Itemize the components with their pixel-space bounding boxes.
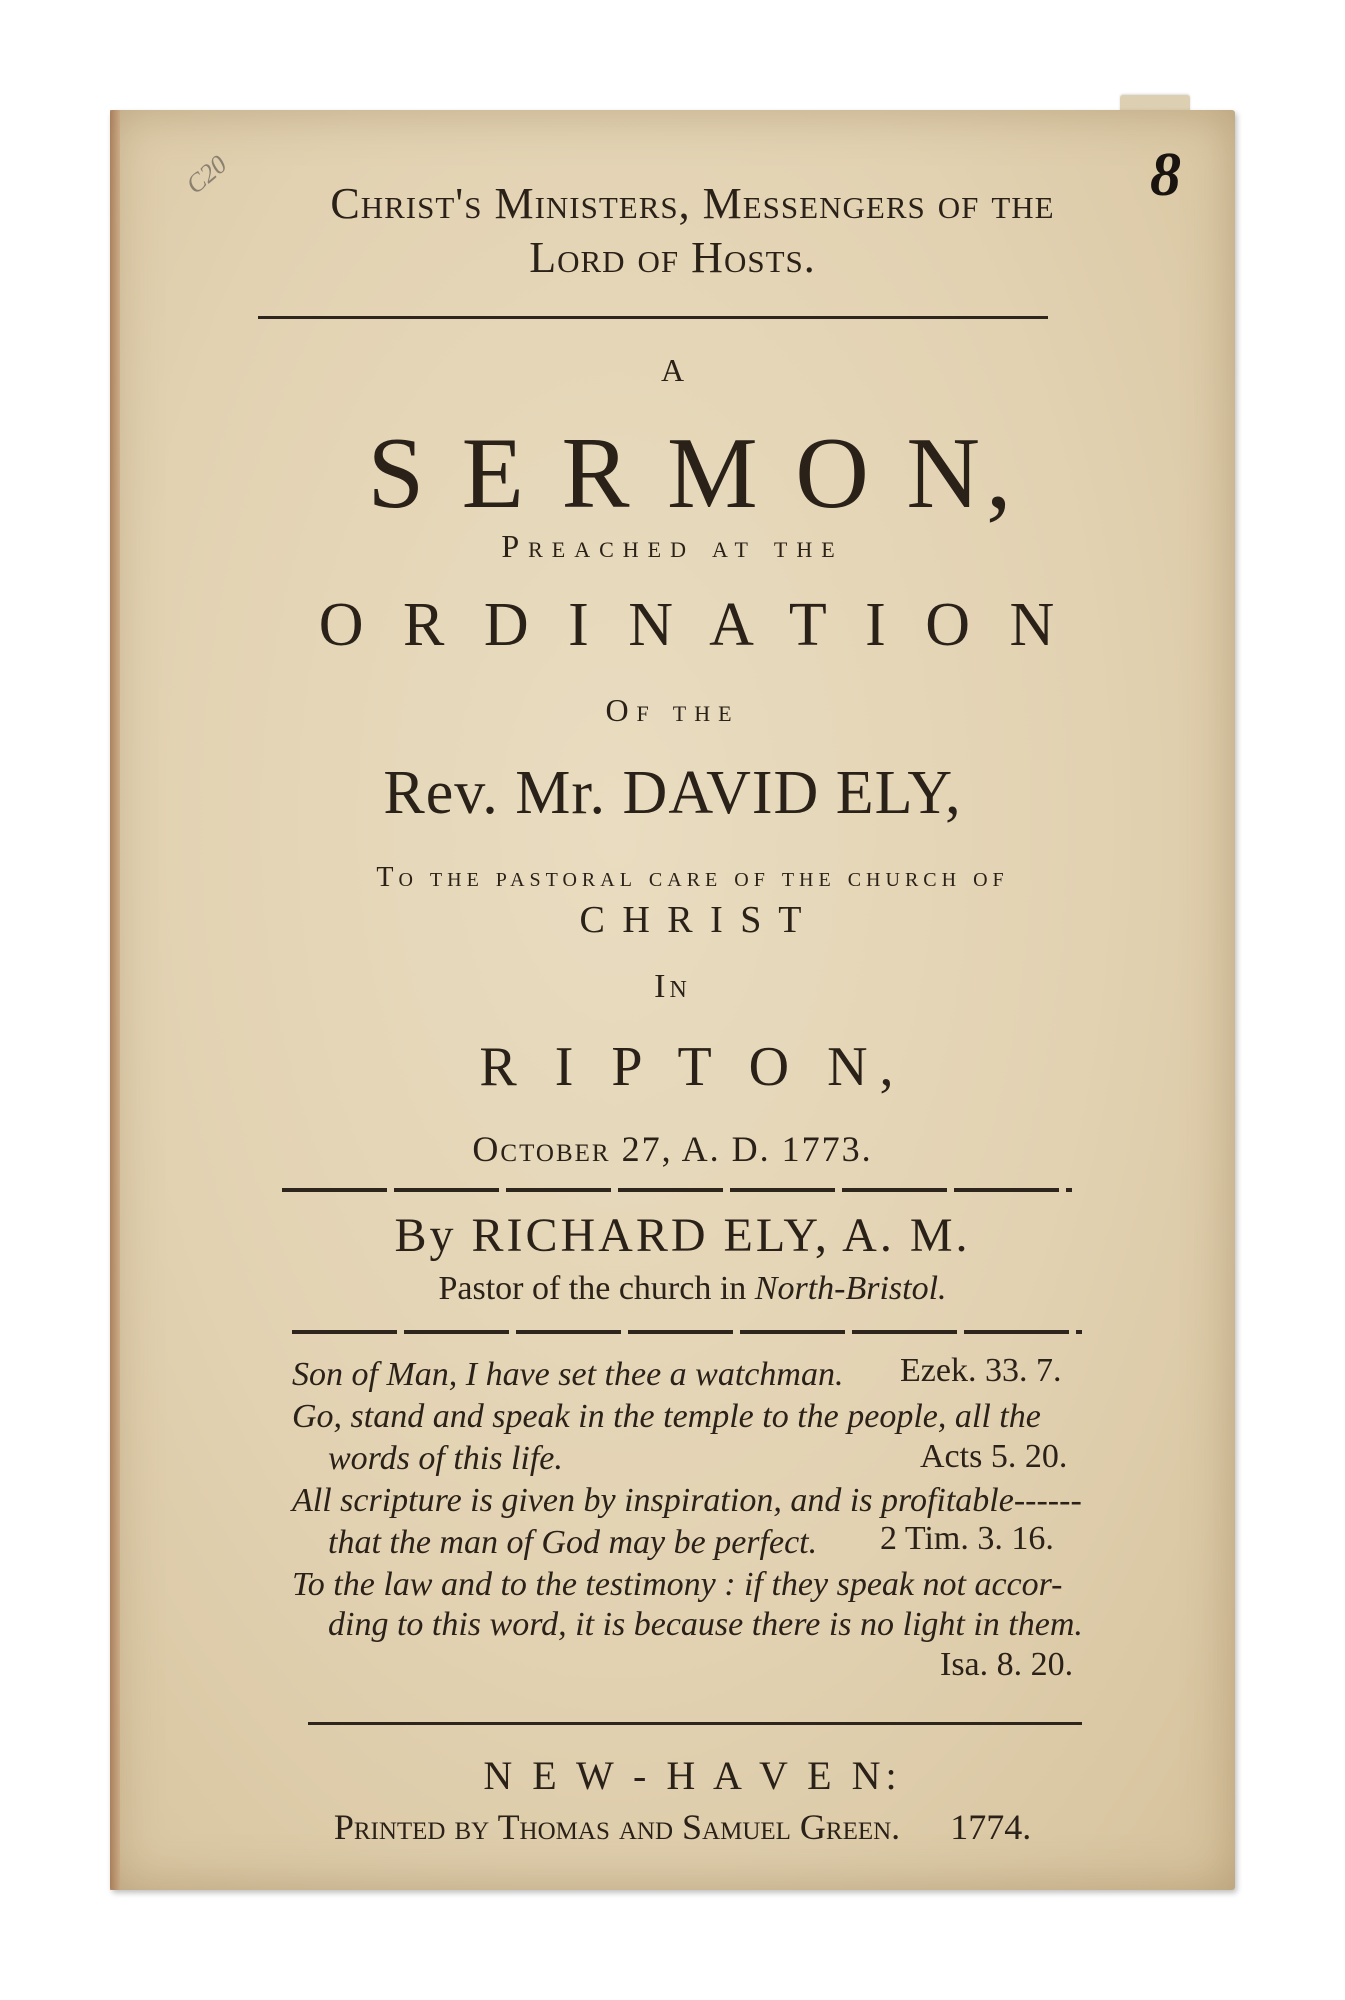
rule-dashed-1 bbox=[282, 1188, 1072, 1192]
author-role-place: North-Bristol. bbox=[754, 1270, 947, 1307]
author-line: By RICHARD ELY, A. M. bbox=[394, 1209, 971, 1262]
epigraph-2-ref: Acts 5. 20. bbox=[920, 1438, 1068, 1475]
pastoral-care-line: To the pastoral care of the church of bbox=[376, 862, 1009, 893]
epigraph-4-line-1: To the law and to the testimony : if they speak not accor- bbox=[292, 1566, 1063, 1603]
of-the: Of the bbox=[605, 692, 740, 728]
epigraph-2-line-2: words of this life. bbox=[328, 1440, 563, 1477]
epigraph-3-line-2: that the man of God may be perfect. bbox=[328, 1524, 818, 1561]
imprint-printer: Printed by Thomas and Samuel Green. bbox=[333, 1807, 901, 1847]
epigraph-4-ref: Isa. 8. 20. bbox=[940, 1646, 1074, 1683]
article-a: A bbox=[660, 352, 685, 388]
epigraph-3-ref: 2 Tim. 3. 16. bbox=[880, 1520, 1054, 1557]
running-title-line-1: Christ's Ministers, Messengers of the bbox=[330, 179, 1055, 228]
epigraph-2-line-1: Go, stand and speak in the temple to the people, all the bbox=[292, 1398, 1041, 1435]
rule-dashed-2 bbox=[292, 1330, 1082, 1334]
imprint-city: N E W - H A V E N: bbox=[483, 1753, 902, 1798]
epigraph-3-line-1: All scripture is given by inspiration, and is profitable------ bbox=[292, 1482, 1082, 1519]
imprint-line bbox=[0, 1806, 1345, 1848]
epigraph-1-line-1: Son of Man, I have set thee a watchman. bbox=[292, 1356, 844, 1393]
author-role bbox=[0, 1270, 1345, 1308]
rule-top bbox=[258, 316, 1048, 319]
ordination-date: October 27, A. D. 1773. bbox=[472, 1129, 873, 1169]
imprint-year: 1774. bbox=[950, 1807, 1032, 1847]
in-line: In bbox=[654, 968, 691, 1005]
rule-bottom bbox=[308, 1722, 1082, 1725]
main-title-sermon: S E R M O N, bbox=[367, 417, 1018, 530]
epigraph-1-ref: Ezek. 33. 7. bbox=[900, 1352, 1062, 1389]
place-ripton: R I P T O N, bbox=[479, 1036, 906, 1098]
preached-at-the: Preached at the bbox=[501, 528, 844, 564]
author-role-prefix: Pastor of the church in bbox=[438, 1270, 755, 1307]
subject-name: Rev. Mr. DAVID ELY, bbox=[383, 759, 962, 827]
running-title-line-2: Lord of Hosts. bbox=[529, 233, 816, 282]
ordination-heading: O R D I N A T I O N bbox=[318, 591, 1067, 659]
ink-number-mark: 8 bbox=[1150, 141, 1181, 209]
pencil-note: C20 bbox=[180, 149, 233, 200]
christ-line: C H R I S T bbox=[579, 899, 806, 941]
epigraph-4-line-2: ding to this word, it is because there is no light in them. bbox=[328, 1606, 1083, 1643]
